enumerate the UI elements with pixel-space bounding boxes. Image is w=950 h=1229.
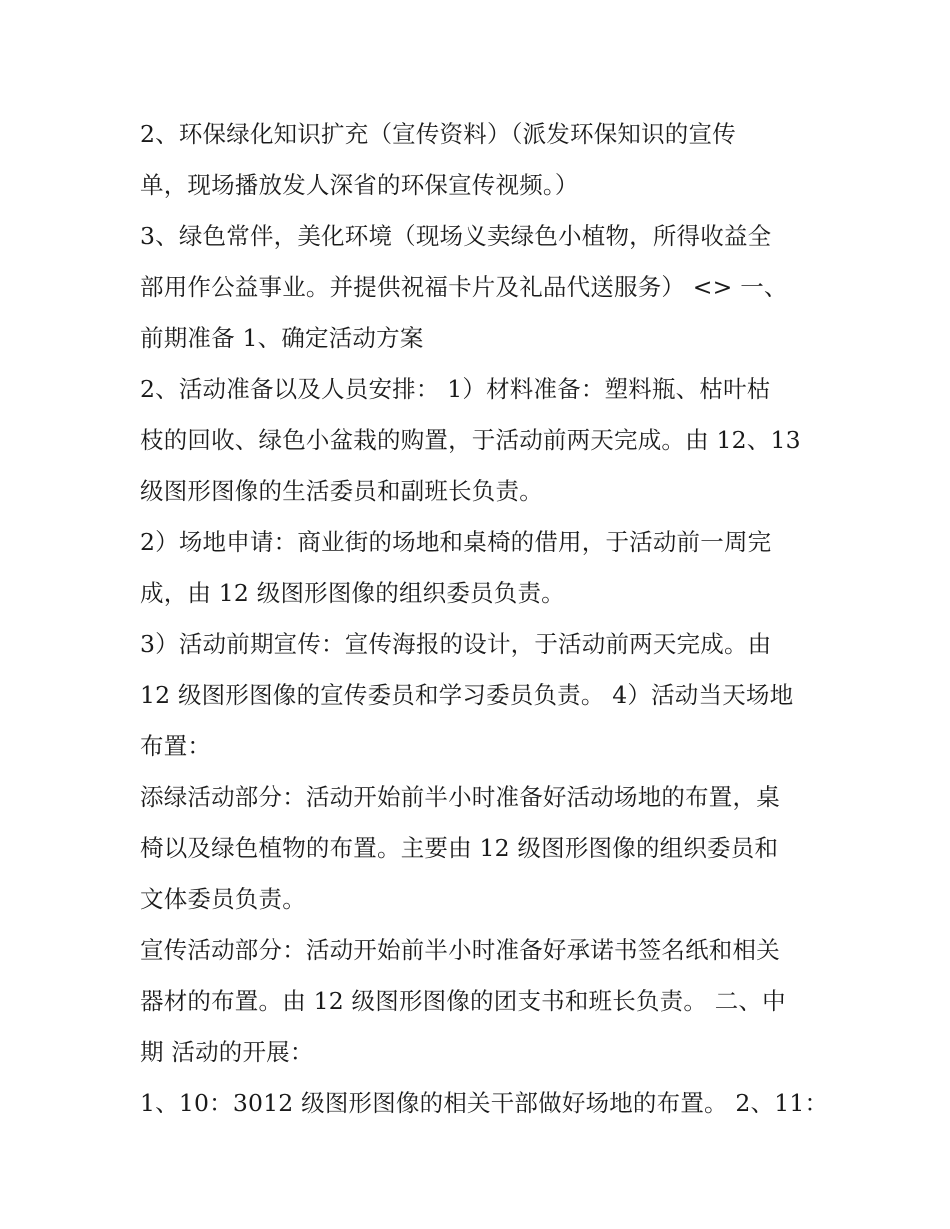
text-line-2: 单，现场播放发人深省的环保宣传视频。） [140, 171, 579, 199]
text-line-18: 器材的布置。由 12 级图形图像的团支书和班长负责。 二、中 [140, 987, 786, 1015]
text-line-8: 级图形图像的生活委员和副班长负责。 [140, 477, 543, 505]
text-line-3: 3、绿色常伴，美化环境（现场义卖绿色小植物，所得收益全 [140, 222, 772, 250]
text-line-4: 部用作公益事业。并提供祝福卡片及礼品代送服务） <> 一、 [140, 273, 788, 301]
text-line-14: 添绿活动部分：活动开始前半小时准备好活动场地的布置，桌 [140, 783, 780, 811]
text-line-10: 成，由 12 级图形图像的组织委员负责。 [140, 579, 565, 607]
text-line-13: 布置： [140, 732, 212, 760]
text-line-12: 12 级图形图像的宣传委员和学习委员负责。 4）活动当天场地 [140, 681, 794, 709]
text-line-5: 前期准备 1、确定活动方案 [140, 324, 424, 352]
text-line-11: 3）活动前期宣传：宣传海报的设计，于活动前两天完成。由 [140, 630, 772, 658]
text-line-6: 2、活动准备以及人员安排： 1）材料准备：塑料瓶、枯叶枯 [140, 375, 771, 403]
text-line-7: 枝的回收、绿色小盆栽的购置，于活动前两天完成。由 12、13 [140, 426, 801, 454]
text-line-16: 文体委员负责。 [140, 885, 306, 913]
text-line-20: 1、10：3012 级图形图像的相关干部做好场地的布置。 2、11： [140, 1089, 829, 1117]
text-line-19: 期 活动的开展： [140, 1038, 314, 1066]
text-line-9: 2）场地申请：商业街的场地和桌椅的借用，于活动前一周完 [140, 528, 772, 556]
text-line-15: 椅以及绿色植物的布置。主要由 12 级图形图像的组织委员和 [140, 834, 779, 862]
text-line-17: 宣传活动部分：活动开始前半小时准备好承诺书签名纸和相关 [140, 936, 780, 964]
document-body [140, 109, 829, 1129]
text-line-1: 2、环保绿化知识扩充（宣传资料）（派发环保知识的宣传 [140, 120, 736, 148]
